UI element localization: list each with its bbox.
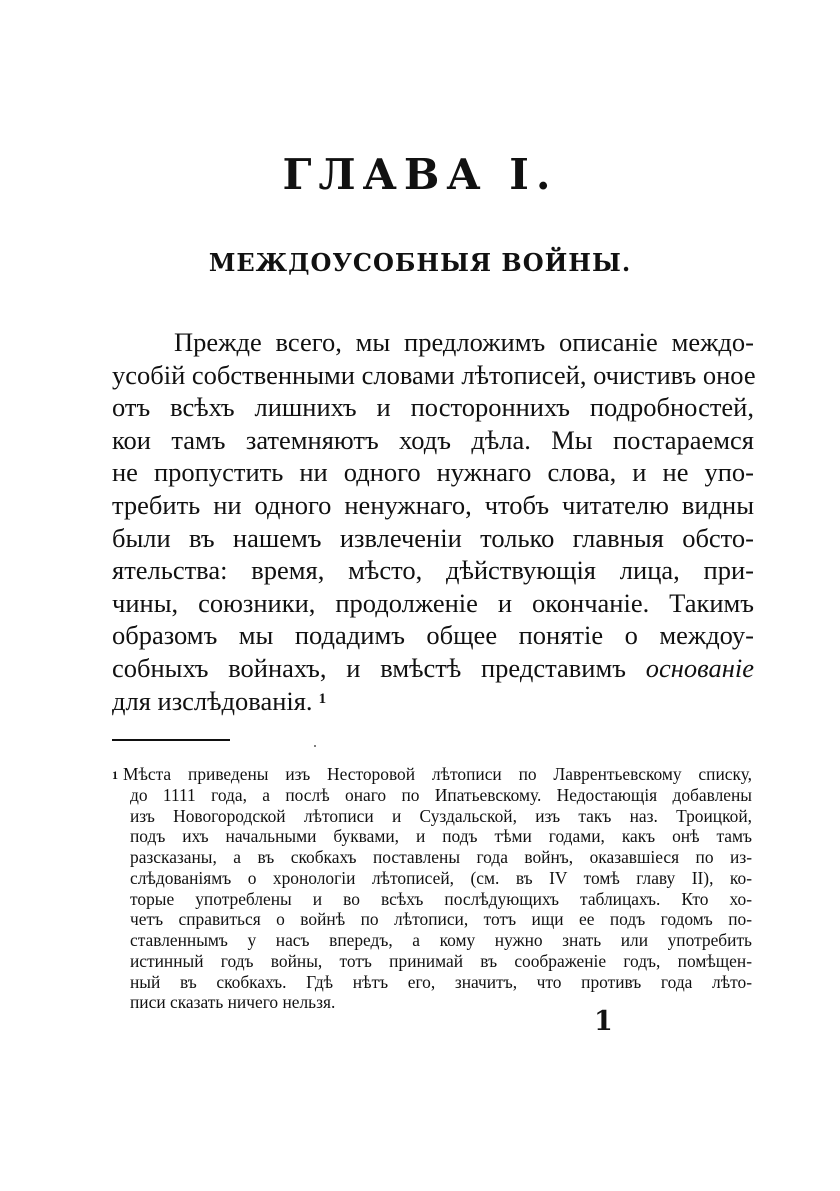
chapter-subtitle: МЕЖДОУСОБНЫЯ ВОЙНЫ.	[208, 248, 632, 277]
paragraph-line: были въ нашемъ извлеченіи только главныя обсто-	[112, 522, 754, 553]
footnote-line: четъ справиться о войнѣ по лѣтописи, тотъ ищи ее подъ годомъ по-	[130, 909, 752, 930]
paragraph-last-line	[112, 685, 754, 718]
paragraph-line: не пропустить ни одного нужнаго слова, и не упо-	[112, 457, 754, 488]
paragraph-line: отъ всѣхъ лишнихъ и постороннихъ подробностей,	[112, 392, 754, 423]
paragraph-line: требить ни одного ненужнаго, чтобъ читателю видны	[112, 489, 754, 520]
paragraph-line-text: для изслѣдованія.	[112, 685, 313, 716]
footnote-line: до 1111 года, а послѣ онаго по Ипатьевскому. Недостающія добавлены	[130, 784, 752, 805]
footnote-line: изъ Новогородской лѣтописи и Суздальской, изъ такъ наз. Троицкой,	[130, 805, 752, 826]
footnote-line: истинный годъ войны, тотъ принимай въ соображеніе годъ, помѣщен-	[130, 950, 752, 971]
footnote-line: разсказаны, а въ скобкахъ поставлены года войнъ, оказавшіеся по из-	[130, 847, 752, 867]
print-speck	[314, 745, 316, 747]
footnote-divider	[112, 739, 230, 741]
paragraph-line: Прежде всего, мы предложимъ описаніе междо-	[174, 327, 754, 357]
page-number: 1	[594, 1006, 613, 1037]
paragraph-line: ятельства: время, мѣсто, дѣйствующія лица, при-	[112, 555, 754, 586]
paragraph-line: кои тамъ затемняютъ ходъ дѣла. Мы постараемся	[112, 424, 754, 455]
paragraph-line-with-emphasis	[112, 652, 754, 685]
footnote-line-text: Мѣста приведены изъ Несторовой лѣтописи по Лаврентьевскому списку,	[123, 764, 752, 784]
footnote	[112, 764, 752, 1013]
footnote-line: ный въ скобкахъ. Гдѣ нѣтъ его, значитъ, что противъ года лѣто-	[130, 971, 752, 992]
footnote-line: слѣдованіямъ о хронологіи лѣтописей, (см. въ IV томѣ главу II), ко-	[130, 867, 752, 888]
footnote-line	[112, 764, 752, 785]
footnote-line: ставленнымъ у насъ впередъ, а кому нужно знать или употребить	[130, 930, 752, 950]
footnote-last-line: писи сказать ничего нельзя.	[130, 992, 336, 1013]
footnote-line: подъ ихъ начальными буквами, и подъ тѣми годами, какъ онѣ тамъ	[130, 826, 752, 847]
chapter-title: ГЛАВА I.	[282, 150, 558, 199]
emphasis-word: основаніе	[645, 652, 754, 683]
paragraph-line: усобій собственными словами лѣтописей, очистивъ оное	[112, 359, 756, 390]
footnote-reference[interactable]: 1	[318, 690, 327, 707]
main-paragraph	[112, 326, 754, 717]
paragraph-line-text: собныхъ войнахъ, и вмѣстѣ представимъ	[112, 652, 626, 683]
paragraph-line: чины, союзники, продолженіе и окончаніе. Такимъ	[112, 587, 754, 618]
footnote-line: торые употреблены и во всѣхъ послѣдующихъ таблицахъ. Кто хо-	[130, 888, 752, 909]
paragraph-line: образомъ мы подадимъ общее понятіе о междоу-	[112, 620, 754, 651]
footnote-marker: 1	[112, 768, 118, 782]
